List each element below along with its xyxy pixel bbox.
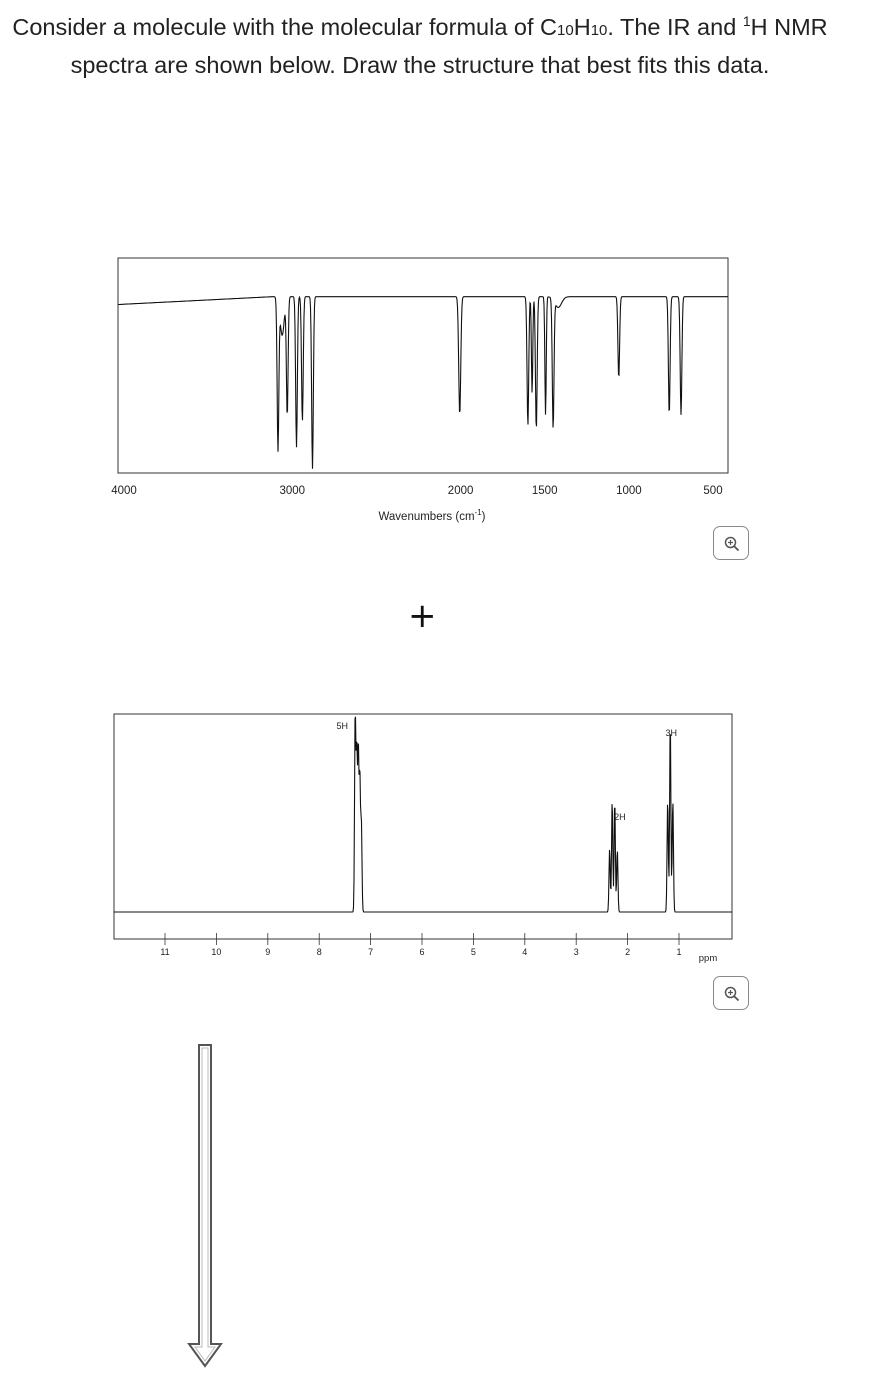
nmr-tick-label: 4 xyxy=(522,947,528,957)
nmr-plot-frame xyxy=(114,714,732,939)
formula-c-subscript: 10 xyxy=(557,22,574,39)
nmr-x-axis-label: ppm xyxy=(698,953,718,964)
nmr-tick-label: 11 xyxy=(160,947,170,957)
nmr-tick-label: 1 xyxy=(676,947,682,957)
nmr-x-axis xyxy=(160,933,681,957)
nmr-tick-label: 3 xyxy=(573,947,579,957)
nmr-tick-label: 5 xyxy=(470,947,476,957)
nmr-integration-label: 3H xyxy=(665,728,678,738)
formula-h-subscript: 10 xyxy=(590,22,608,39)
ir-tick-label: 1500 xyxy=(531,485,558,497)
nmr-tick-label: 8 xyxy=(316,947,322,957)
nmr-integration-label: 2H xyxy=(614,812,626,822)
ir-plot-frame xyxy=(118,258,728,473)
ir-tick-label: 500 xyxy=(703,485,723,497)
nmr-tick-label: 2 xyxy=(625,947,631,957)
zoom-in-icon xyxy=(724,536,740,552)
nmr-tick-label: 6 xyxy=(419,947,425,957)
nmr-superscript: 1 xyxy=(742,13,751,29)
ir-x-axis xyxy=(111,485,722,497)
nmr-tick-label: 10 xyxy=(211,947,222,957)
ir-tick-label: 3000 xyxy=(279,485,306,497)
ir-zoom-button[interactable] xyxy=(713,526,749,560)
nmr-integration-label: 5H xyxy=(336,721,349,731)
question-line-2: $^1$H NMR spectra are shown below. Draw the structure that best fits xyxy=(70,13,828,78)
ir-tick-label: 1000 xyxy=(616,485,642,497)
question-line-1: Consider a molecule with the molecular formula of C10H10. The IR and xyxy=(12,14,737,40)
down-arrow-icon[interactable] xyxy=(189,1045,221,1366)
ir-x-axis-label: Wavenumbers $(cm^{-1})$ xyxy=(378,508,486,523)
zoom-in-icon xyxy=(724,986,740,1002)
add-structure-button[interactable]: + xyxy=(408,596,437,636)
ir-chart xyxy=(111,258,728,523)
ir-tick-label: 4000 xyxy=(111,485,137,497)
nmr-tick-label: 7 xyxy=(368,947,374,957)
question-line-3: this data. xyxy=(674,52,770,78)
nmr-integrations xyxy=(337,721,678,822)
nmr-spectrum-line xyxy=(114,717,732,912)
nmr-tick-label: 9 xyxy=(265,947,271,957)
nmr-zoom-button[interactable] xyxy=(713,976,749,1010)
ir-tick-label: 2000 xyxy=(447,485,474,497)
nmr-chart xyxy=(114,714,732,964)
ir-spectrum-line xyxy=(118,297,728,469)
